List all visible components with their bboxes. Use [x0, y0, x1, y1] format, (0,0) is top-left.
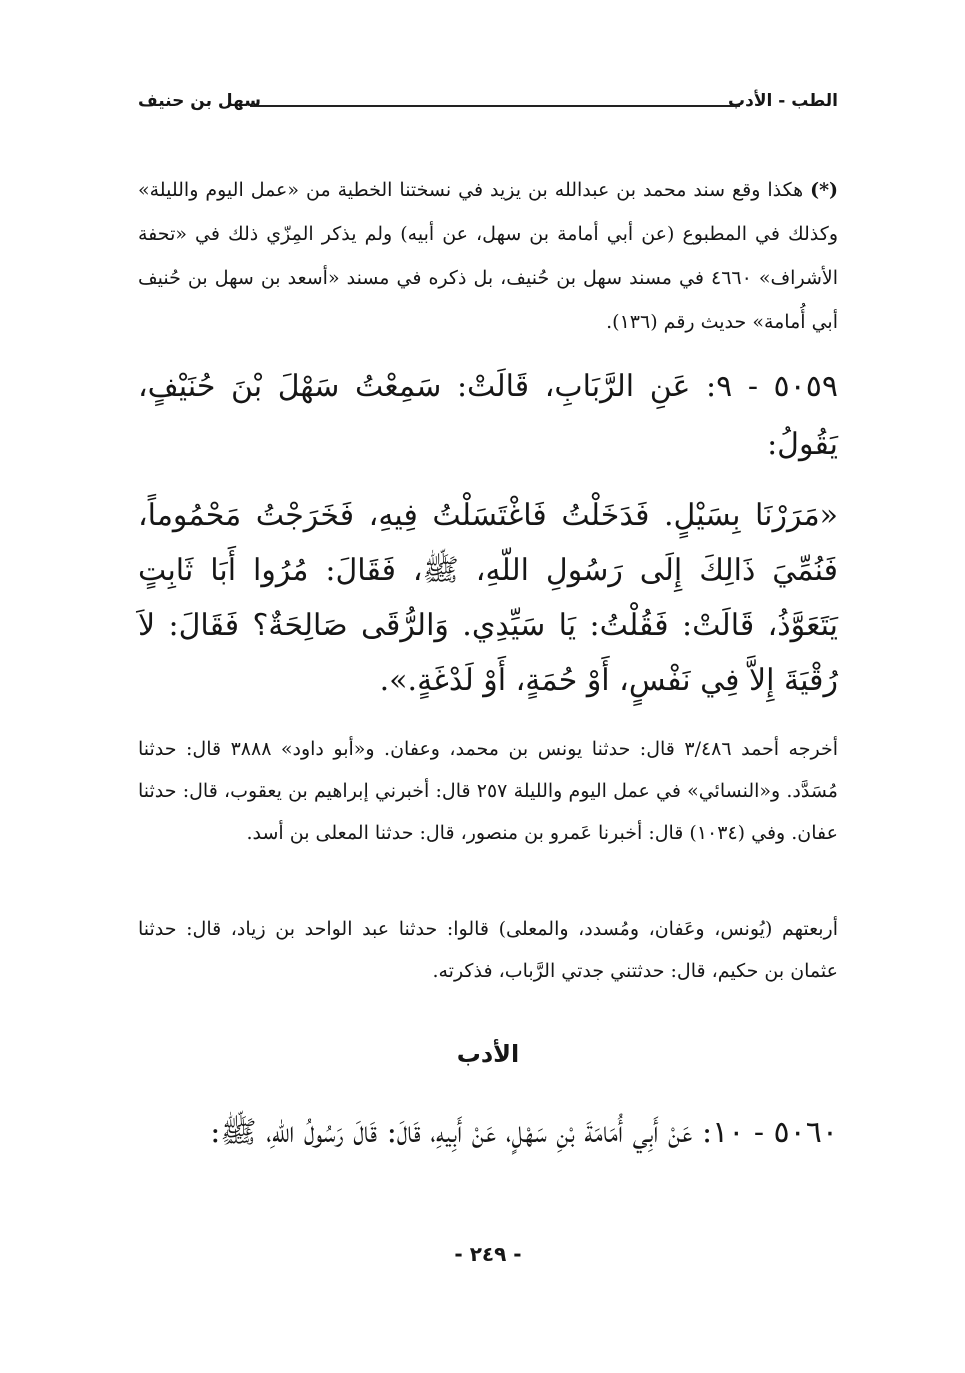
header-narrator: سهل بن حنيف — [138, 91, 262, 111]
hadith-5059-text: «مَرَرْنَا بِسَيْلٍ. فَدَخَلْتُ فَاغْتَسَلْتُ فِيهِ، فَخَرَجْتُ مَحْمُوماً، فَنُمِّيَ ذَالِكَ إِلَى رَسُولِ اللّهِ، ﷺ، فَقَالَ: مُرُوا أَبَا ثَابِتٍ يَتَعَوَّذُ، قَالَتْ: فَقُلْتُ: يَا سَيِّدِي. وَالرُّقَى صَالِحَةٌ؟ فَقَالَ: لاَ رُقْيَةَ إِلاَّ فِي نَفْسٍ، أَوْ حُمَةٍ، أَوْ لَدْغَةٍ.». — [138, 498, 838, 698]
running-header — [138, 88, 838, 116]
header-section-title: الطب - الأدب — [728, 91, 838, 111]
hadith-5060-text: ٥٠٦٠ - ١٠: عَنْ أَبِي أُمَامَةَ بْنِ سَهْلٍ، عَنْ أَبِيهِ، قَالَ: قَالَ رَسُولُ اللّهِ، ﷺ: — [210, 1115, 838, 1150]
header-rule — [250, 105, 740, 107]
hadith-5059-heading: ٥٠٥٩ - ٩: عَنِ الرَّبَابِ، قَالَتْ: سَمِعْتُ سَهْلَ بْنَ حُنَيْفٍ، يَقُولُ: — [138, 369, 838, 462]
takhrij-paragraph-1: أخرجه أحمد ٣/٤٨٦ قال: حدثنا يونس بن محمد، وعفان. و«أبو داود» ٣٨٨٨ قال: حدثنا مُسَدَّد. و«النسائي» في عمل اليوم والليلة ٢٥٧ قال: أخبرني إبراهيم بن يعقوب، قال: حدثنا عفان. وفي (١٠٣٤) قال: أخبرنا عَمرو بن منصور، قال: حدثنا المعلى بن أسد. — [138, 738, 839, 844]
page-number: - ٢٤٩ - — [454, 1242, 522, 1266]
footnote-marker: (*) — [810, 179, 839, 201]
takhrij-paragraph-2: أربعتهم (يُونس، وعَفان، ومُسدد، والمعلى) قالوا: حدثنا عبد الواحد بن زياد، قال: حدثنا عثمان بن حكيم، قال: حدثتني جدتي الرَّباب، فذكرته. — [138, 918, 838, 982]
section-title: الأدب — [456, 1040, 520, 1068]
footnote-text: هكذا وقع سند محمد بن عبدالله بن يزيد في نسختنا الخطية من «عمل اليوم والليلة» وكذلك في المطبوع (عن أبي أمامة بن سهل، عن أبيه) ولم يذكر المِزّي ذلك في «تحفة الأشراف» ٤٦٦٠ في مسند سهل بن حُنيف، بل ذكره في مسند «أسعد بن سهل بن حُنيف أبي أُمامة» حديث رقم (١٣٦). — [138, 179, 838, 333]
footnote — [138, 168, 838, 344]
